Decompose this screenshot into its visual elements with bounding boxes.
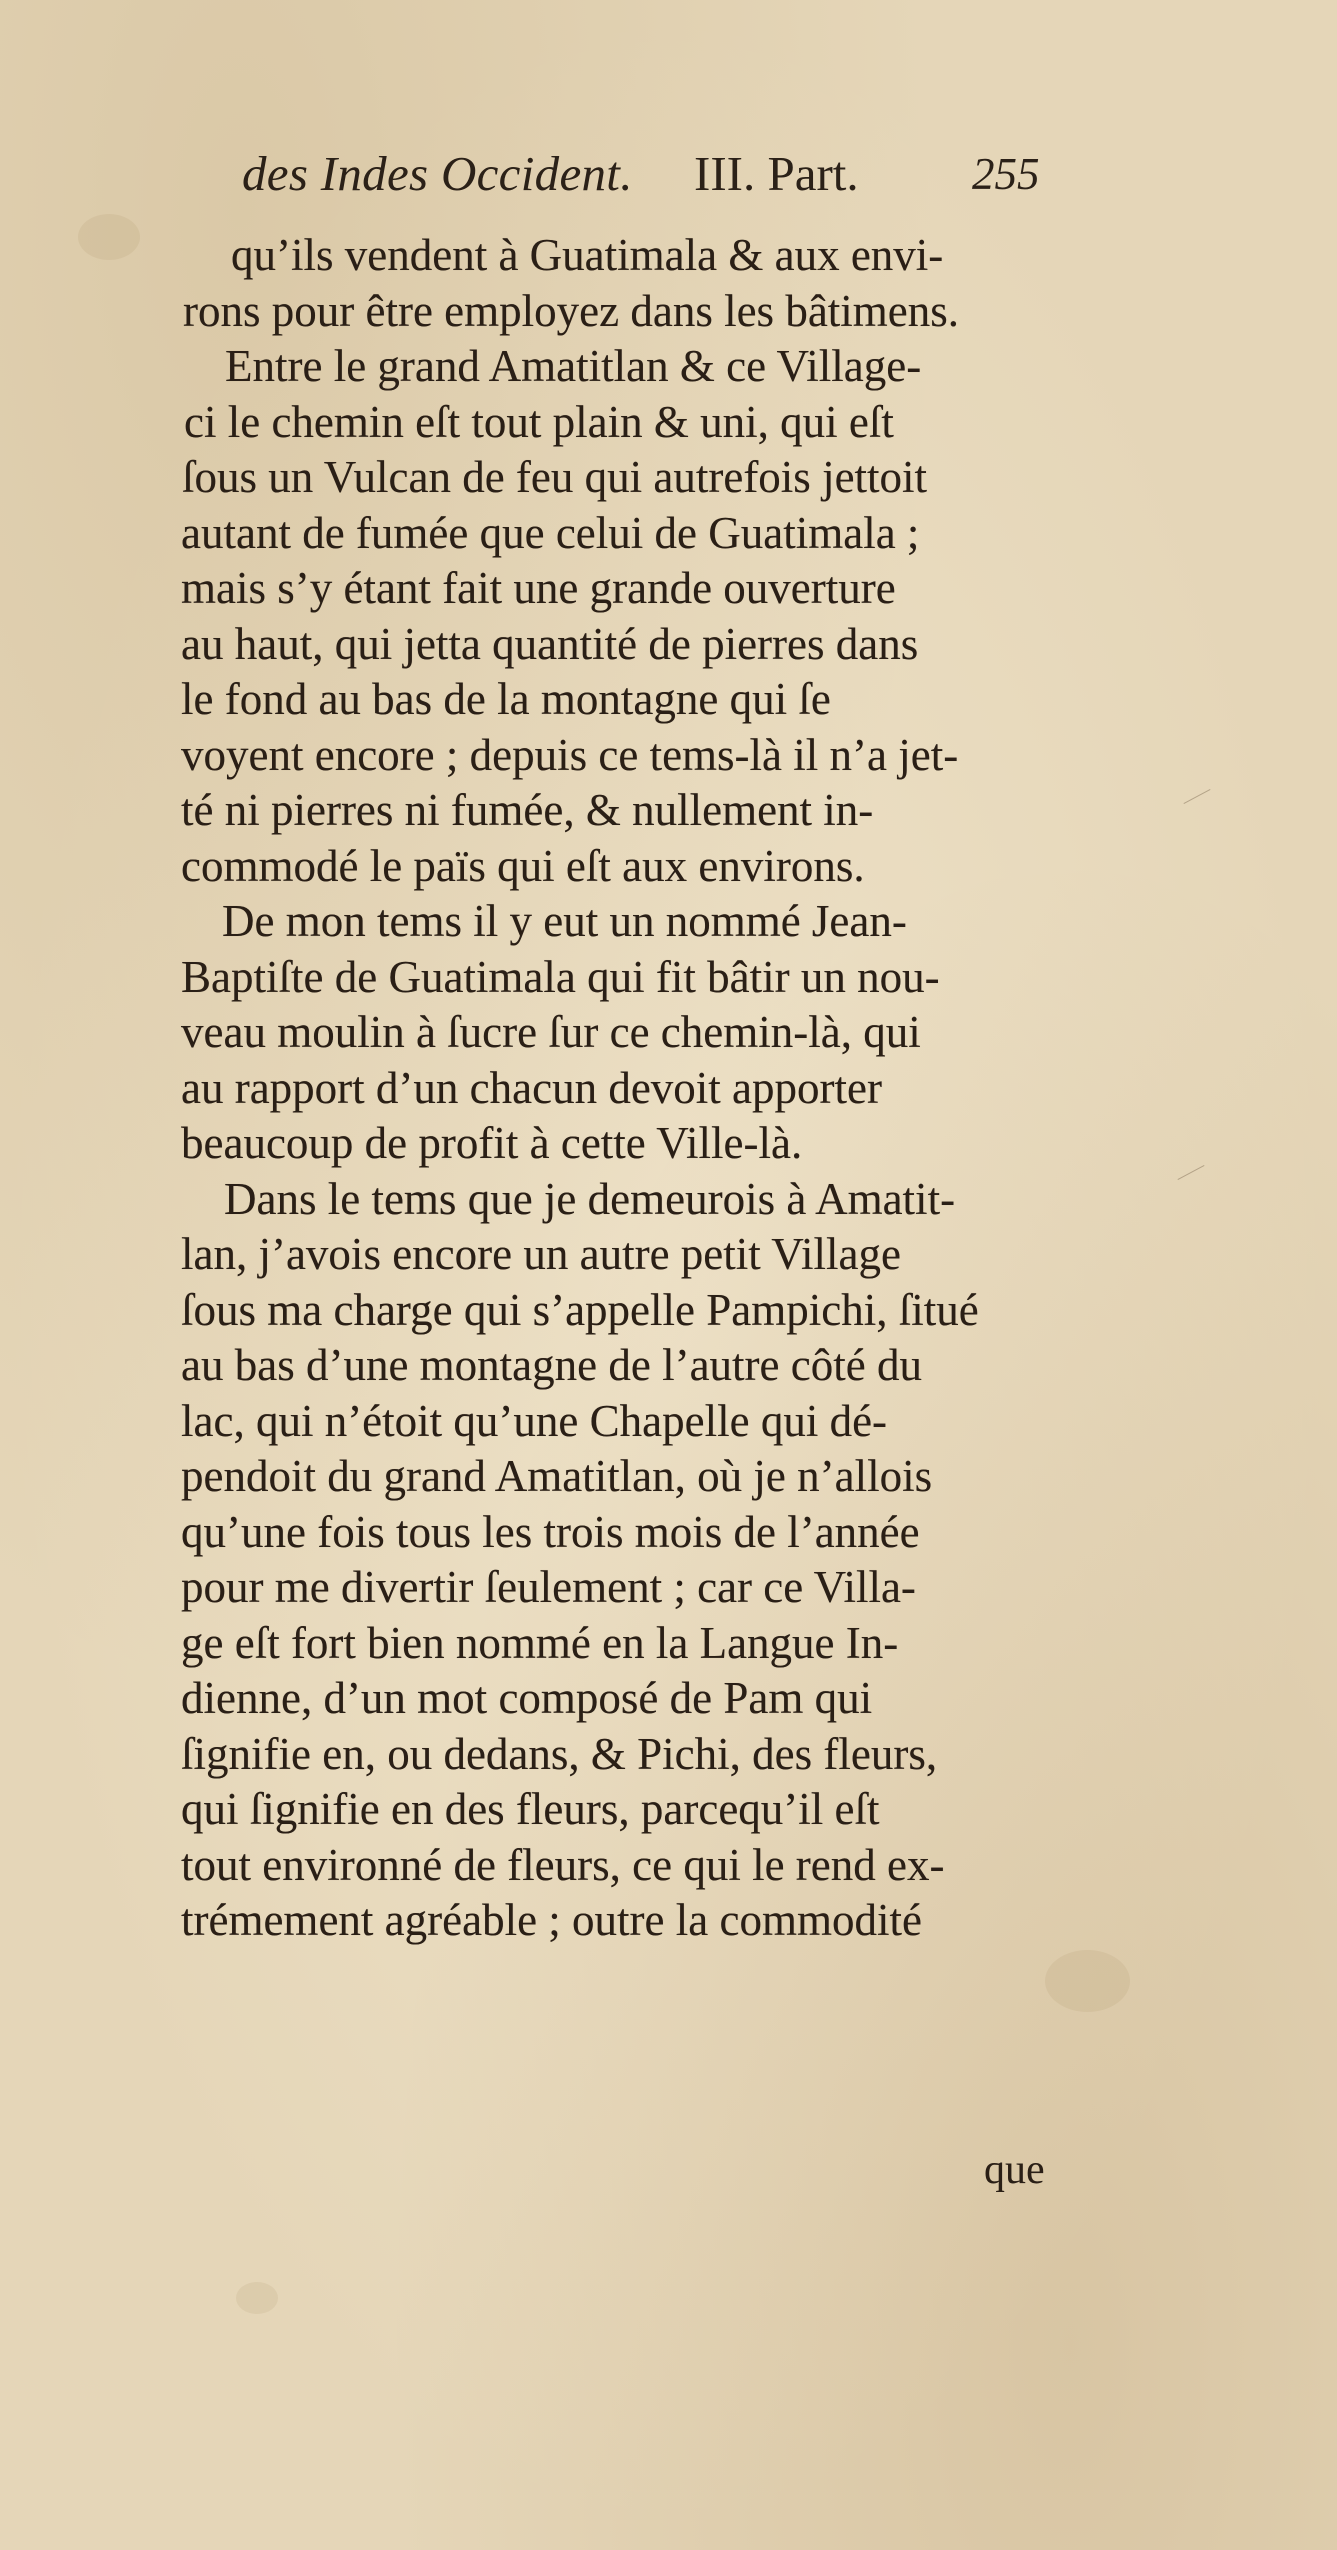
text-line: commodé le païs qui eſt aux environs.: [181, 840, 865, 891]
text-line: pour me divertir ſeulement ; car ce Villa-: [181, 1562, 916, 1612]
text-line: ſous ma charge qui s’appelle Pampichi, ſitué: [181, 1284, 979, 1335]
text-line: autant de fumée que celui de Guatimala ;: [181, 507, 920, 558]
text-line: lan, j’avois encore un autre petit Village: [181, 1229, 901, 1279]
text-line: dienne, d’un mot composé de Pam qui: [181, 1673, 873, 1723]
text-line: Dans le tems que je demeurois à Amatit-: [224, 1173, 956, 1224]
text-line: mais s’y étant fait une grande ouverture: [181, 563, 896, 613]
text-line: ge eſt fort bien nommé en la Langue In-: [181, 1617, 899, 1668]
text-line: De mon tems il y eut un nommé Jean-: [222, 896, 907, 946]
text-line: veau moulin à ſucre ſur ce chemin-là, qui: [181, 1007, 921, 1057]
text-line: pendoit du grand Amatitlan, où je n’allois: [181, 1451, 933, 1501]
page-number: 255: [972, 149, 1040, 199]
text-line: qui ſignifie en des fleurs, parcequ’il eſt: [181, 1784, 880, 1834]
part-label: III. Part.: [694, 146, 859, 201]
paper-stain: [1045, 1950, 1130, 2012]
catchword: que: [984, 2147, 1045, 2193]
text-line: ci le chemin eſt tout plain & uni, qui eſt: [184, 396, 894, 447]
text-line: le fond au bas de la montagne qui ſe: [181, 674, 831, 724]
text-line: rons pour être employez dans les bâtimens.: [183, 285, 960, 336]
text-line: au haut, qui jetta quantité de pierres dans: [181, 618, 919, 669]
text-line: tout environné de fleurs, ce qui le rend ex-: [181, 1839, 945, 1890]
text-line: té ni pierres ni fumée, & nullement in-: [181, 785, 874, 835]
margin-mark: [1184, 789, 1211, 804]
text-line: Baptiſte de Guatimala qui fit bâtir un nou-: [181, 951, 940, 1002]
body-text: [181, 228, 1081, 1949]
text-line: beaucoup de profit à cette Ville-là.: [181, 1118, 803, 1168]
paper-stain: [236, 2282, 278, 2314]
text-line: qu’une fois tous les trois mois de l’année: [181, 1506, 920, 1557]
text-line: au bas d’une montagne de l’autre côté du: [181, 1340, 922, 1390]
text-line: Entre le grand Amatitlan & ce Village-: [225, 341, 922, 391]
text-line: ſous un Vulcan de feu qui autrefois jettoit: [182, 452, 928, 502]
margin-mark: [1178, 1165, 1205, 1180]
text-line: lac, qui n’étoit qu’une Chapelle qui dé-: [181, 1395, 888, 1446]
text-line: au rapport d’un chacun devoit apporter: [181, 1062, 882, 1113]
text-line: ſignifie en, ou dedans, & Pichi, des fleurs,: [181, 1728, 938, 1779]
text-line: trémement agréable ; outre la commodité: [181, 1895, 922, 1945]
paper-stain: [78, 214, 140, 260]
text-line: qu’ils vendent à Guatimala & aux envi-: [231, 230, 944, 280]
text-line: voyent encore ; depuis ce tems-là il n’a jet-: [181, 729, 959, 780]
running-header: [242, 143, 1122, 205]
running-title: des Indes Occident.: [242, 146, 633, 201]
